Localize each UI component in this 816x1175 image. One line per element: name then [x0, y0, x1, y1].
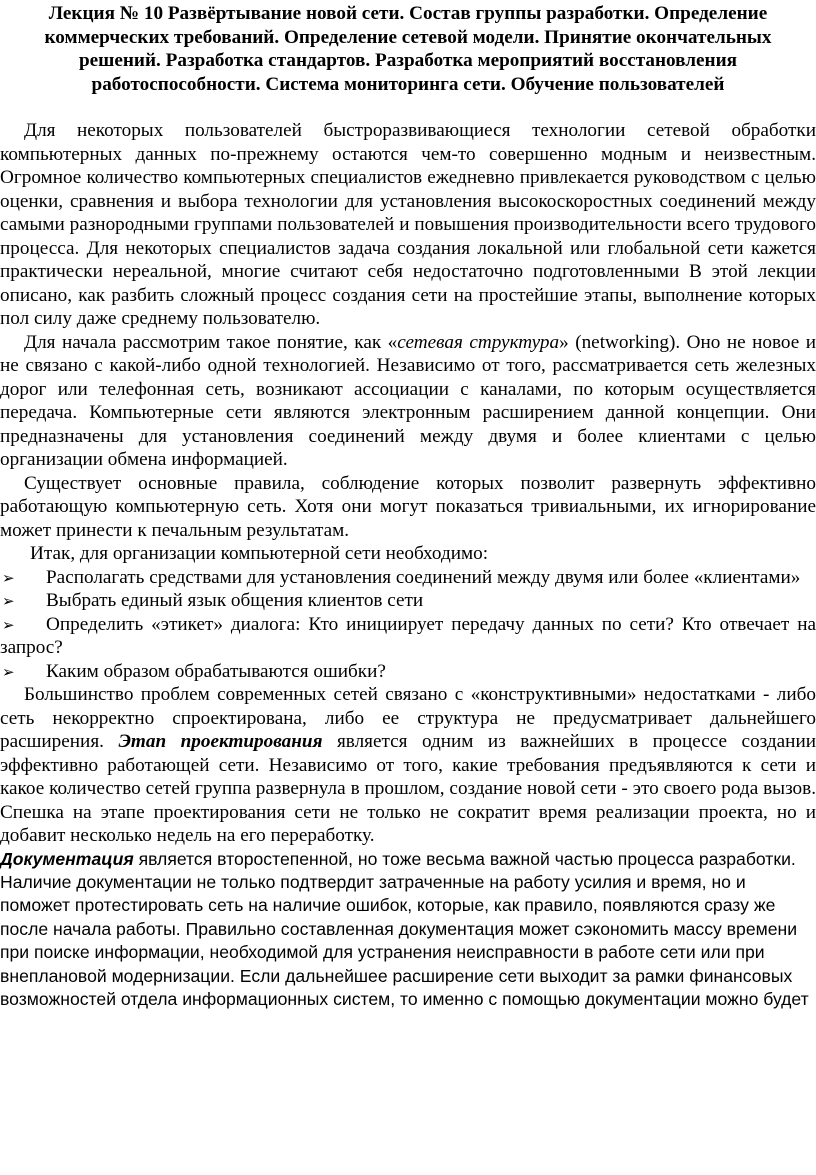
paragraph-list-intro: Итак, для организации компьютерной сети необходимо: [30, 543, 489, 564]
arrow-bullet-icon: ➢ [2, 662, 15, 681]
paragraph-rules: Существует основные правила, соблюдение которых позволит развернуть эффективно работающую компьютерную сеть. Хотя они могут показаться тривиальными, их игнорирование может принести к печальным результатам. [0, 472, 816, 541]
term-documentation: Документация [0, 848, 134, 869]
term-network-structure: сетевая структура [397, 331, 560, 353]
lecture-title: Лекция № 10 Развёртывание новой сети. Состав группы разработки. Определение коммерческих требований. Определение сетевой модели. Принятие окончательных решений. Разработка стандартов. Разработка мероприятий восстановления работоспособности. Система мониторинга сети. Обучение пользователей [44, 3, 772, 95]
list-item: ➢ Располагать средствами для установления соединений между двумя или более «клиентами» [2, 566, 801, 588]
arrow-bullet-icon: ➢ [2, 615, 15, 634]
paragraph-documentation: Документация является второстепенной, но тоже весьма важной частью процесса разработки. Наличие документации не только подтвердит затраченные на работу усилия и время, но и поможет протестировать сеть на наличие ошибок, которые, как правило, появляются сразу же после начала работы. Правильно составленная документация может сэкономить массу времени при поиске информации, необходимой для устранения неисправности в работе сети или при внеплановой модернизации. Если дальнейшее расширение сети выходит за рамки финансовых возможностей отдела информационных систем, то именно с помощью документации можно будет [0, 848, 809, 1009]
term-design-stage: Этап проектирования [118, 731, 323, 752]
list-item: ➢ Каким образом обрабатываются ошибки? [2, 660, 386, 682]
arrow-bullet-icon: ➢ [2, 592, 15, 610]
arrow-bullet-icon: ➢ [2, 568, 15, 587]
list-item: ➢ Определить «этикет» диалога: Кто инициирует передачу данных по сети? Кто отвечает на запрос? [0, 613, 816, 658]
paragraph-design: Большинство проблем современных сетей связано с «конструктивными» недостатками - либо сеть некорректно спроектирована, либо ее структура не предусматривает дальнейшего расширения. Этап проектирования является одним из важнейших в процессе создании эффективно работающей сети. Независимо от того, какие требования предъявляются к сети и какое количество сетей группа развернула в прошлом, создание новой сети - это своего рода вызов. Спешка на этапе проектирования сети не только не сократит время реализации проекта, но и добавит несколько недель на его переработку. [0, 684, 816, 846]
paragraph-intro: Для некоторых пользователей быстроразвивающиеся технологии сетевой обработки компьютерных данных по-прежнему остаются чем-то совершенно модным и неизвестным. Огромное количество компьютерных специалистов ежедневно привлекается руководством с целью оценки, сравнения и выбора технологии для установления высокоскоростных соединений между самыми разнородными группами пользователей и повышения производительности всего трудового процесса. Для некоторых специалистов задача создания локальной или глобальной сети кажется практически нереальной, многие считают себя недостаточно подготовленными В этой лекции описано, как разбить сложный процесс создания сети на простейшие этапы, выполнение которых пол силу даже среднему пользователю. [0, 120, 816, 329]
list-item: ➢ Выбрать единый язык общения клиентов сети [2, 590, 424, 611]
paragraph-networking: Для начала рассмотрим такое понятие, как «сетевая структура» (networking). Оно не новое и не связано с какой-либо одной технологией. Независимо от того, рассматривается сеть железных дорог или телефонная сеть, возникают ассоциации с каналами, по которым осуществляется передача. Компьютерные сети являются электронным расширением данной концепции. Они предназначены для установления соединений между двумя и более клиентами с целью организации обмена информацией. [0, 331, 816, 470]
